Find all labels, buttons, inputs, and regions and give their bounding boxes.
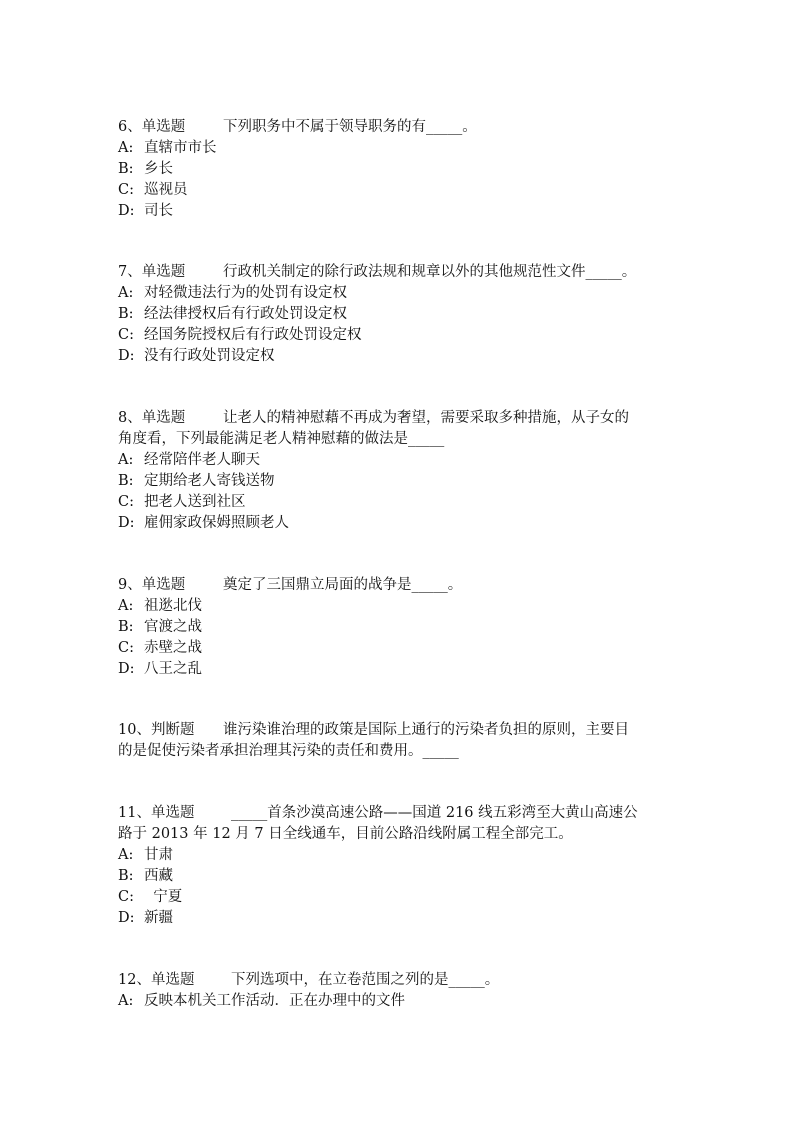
- option-c: [118, 887, 678, 908]
- option-key: B:: [118, 473, 134, 489]
- option-d: [118, 908, 678, 929]
- option-text: 祖逖北伐: [144, 598, 202, 614]
- option-text: 直辖市市长: [144, 140, 217, 156]
- option-c: [118, 492, 678, 513]
- option-b: [118, 471, 678, 492]
- option-key: C:: [118, 640, 134, 656]
- option-a: [118, 283, 678, 304]
- option-a: [118, 450, 678, 471]
- option-d: [118, 201, 678, 222]
- option-key: B:: [118, 868, 134, 884]
- question-label: 8、单选题: [118, 410, 186, 426]
- question-6: [118, 117, 678, 222]
- option-key: A:: [118, 847, 134, 863]
- option-text: 赤壁之战: [144, 640, 202, 656]
- option-b: [118, 159, 678, 180]
- option-text: 宁夏: [144, 889, 183, 905]
- question-stem: [118, 262, 678, 283]
- option-text: 定期给老人寄钱送物: [144, 473, 275, 489]
- option-text: 官渡之战: [144, 619, 202, 635]
- option-key: D:: [118, 910, 135, 926]
- option-text: 司长: [144, 203, 173, 219]
- question-8: [118, 408, 678, 534]
- question-stem: [118, 117, 678, 138]
- option-d: [118, 513, 678, 534]
- option-b: [118, 866, 678, 887]
- option-text: 没有行政处罚设定权: [144, 348, 275, 364]
- option-text: 把老人送到社区: [144, 494, 246, 510]
- option-key: D:: [118, 203, 135, 219]
- question-text: 下列选项中，在立卷范围之列的是_____。: [231, 972, 500, 988]
- option-a: [118, 596, 678, 617]
- question-label: 7、单选题: [118, 264, 186, 280]
- question-label: 10、判断题: [118, 722, 195, 738]
- option-text: 西藏: [144, 868, 173, 884]
- option-text: 巡视员: [144, 182, 188, 198]
- option-key: B:: [118, 306, 134, 322]
- option-key: A:: [118, 598, 134, 614]
- option-key: B:: [118, 619, 134, 635]
- question-text-line1: _____首条沙漠高速公路——国道 216 线五彩湾至大黄山高速公: [231, 805, 638, 821]
- option-b: [118, 617, 678, 638]
- option-b: [118, 304, 678, 325]
- question-11: [118, 803, 678, 929]
- option-key: C:: [118, 494, 134, 510]
- option-a: [118, 138, 678, 159]
- option-key: C:: [118, 182, 134, 198]
- option-key: A:: [118, 452, 134, 468]
- option-key: A:: [118, 993, 134, 1009]
- option-c: [118, 180, 678, 201]
- option-d: [118, 346, 678, 367]
- option-key: A:: [118, 140, 134, 156]
- option-text: 雇佣家政保姆照顾老人: [144, 515, 289, 531]
- question-text: 奠定了三国鼎立局面的战争是_____。: [223, 577, 463, 593]
- question-10: [118, 720, 678, 762]
- option-text: 经法律授权后有行政处罚设定权: [144, 306, 347, 322]
- question-label: 6、单选题: [118, 119, 186, 135]
- option-c: [118, 638, 678, 659]
- question-stem: [118, 408, 678, 429]
- question-text-line1: 让老人的精神慰藉不再成为奢望，需要采取多种措施，从子女的: [223, 410, 629, 426]
- question-text: 下列职务中不属于领导职务的有_____。: [223, 119, 477, 135]
- option-text: 反映本机关工作活动．正在办理中的文件: [144, 993, 405, 1009]
- option-a: [118, 845, 678, 866]
- option-key: D:: [118, 348, 135, 364]
- option-text: 八王之乱: [144, 661, 202, 677]
- question-label: 12、单选题: [118, 972, 195, 988]
- question-stem: [118, 575, 678, 596]
- option-a: [118, 991, 678, 1012]
- question-text-line2: 的是促使污染者承担治理其污染的责任和费用。_____: [118, 743, 459, 759]
- question-text-line2: 角度看，下列最能满足老人精神慰藉的做法是_____: [118, 431, 445, 447]
- question-stem: [118, 720, 678, 741]
- option-key: D:: [118, 515, 135, 531]
- option-c: [118, 325, 678, 346]
- option-text: 经国务院授权后有行政处罚设定权: [144, 327, 362, 343]
- option-key: D:: [118, 661, 135, 677]
- option-text: 经常陪伴老人聊天: [144, 452, 260, 468]
- question-7: [118, 262, 678, 367]
- question-text-line2: 路于 2013 年 12 月 7 日全线通车，目前公路沿线附属工程全部完工。: [118, 826, 573, 842]
- option-text: 甘肃: [144, 847, 173, 863]
- question-9: [118, 575, 678, 680]
- question-label: 11、单选题: [118, 805, 195, 821]
- question-text-line1: 谁污染谁治理的政策是国际上通行的污染者负担的原则，主要目: [223, 722, 629, 738]
- question-12: [118, 970, 678, 1012]
- option-key: A:: [118, 285, 134, 301]
- option-text: 乡长: [144, 161, 173, 177]
- question-label: 9、单选题: [118, 577, 186, 593]
- option-key: C:: [118, 327, 134, 343]
- option-text: 对轻微违法行为的处罚有设定权: [144, 285, 347, 301]
- option-text: 新疆: [144, 910, 173, 926]
- option-key: C:: [118, 889, 134, 905]
- option-key: B:: [118, 161, 134, 177]
- option-d: [118, 659, 678, 680]
- question-stem: [118, 803, 678, 824]
- question-stem: [118, 970, 678, 991]
- question-text: 行政机关制定的除行政法规和规章以外的其他规范性文件_____。: [223, 264, 637, 280]
